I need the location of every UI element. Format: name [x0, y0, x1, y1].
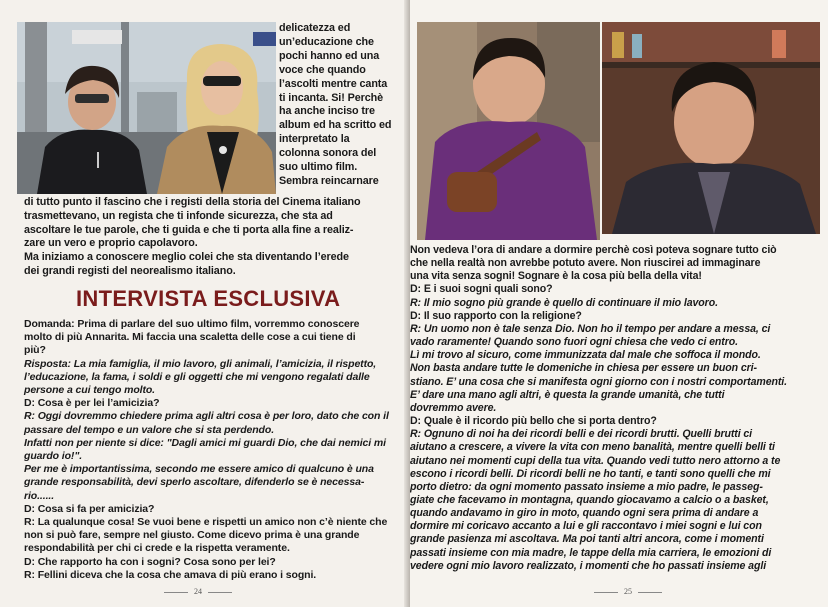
text-line: grande pasienza mi ascoltava. Ma poi tanti altri ancora, come i momenti: [410, 533, 764, 546]
text-line: ha anche inciso tre: [279, 105, 375, 118]
text-line: D: Il suo rapporto con la religione?: [410, 309, 582, 322]
text-line: stiano. E’ una cosa che si manifesta ogni giorno con i nostri comportamenti.: [410, 375, 787, 388]
text-line: di tutto punto il fascino che i registi della storia del Cinema italiano: [24, 196, 361, 208]
text-line: R: Ognuno di noi ha dei ricordi belli e dei ricordi brutti. Quelli brutti ci: [410, 428, 753, 441]
text-line: Non basta andare tutte le domeniche in chiesa per essere un buon cri-: [410, 362, 757, 375]
text-line: D: Cosa è per lei l’amicizia?: [24, 397, 160, 410]
text-line: delicatezza ed: [279, 22, 351, 34]
text-line: un’educazione che: [279, 35, 374, 48]
page-number-label: 24: [194, 587, 202, 596]
photo-young-man-purple-shirt: [417, 22, 600, 240]
text-line: guardo io!".: [24, 450, 83, 463]
text-line: Per me è importantissima, secondo me essere amico di qualcuno è una: [24, 463, 374, 476]
text-line: escono i ricordi belli. Di ricordi belli ne ho tanti, e tanti sono quelli che mi: [410, 467, 771, 480]
text-line: aiutano nei momenti cupi della tua vita. Quando vedi tutto nero attorno a te: [410, 454, 781, 467]
text-line: D: Cosa si fa per amicizia?: [24, 502, 155, 515]
text-line: passare del tempo e un valore che si sta perdendo.: [24, 423, 275, 436]
text-line: molto di più Annarita. Mi faccia una scaletta delle cose a cui tiene di: [24, 331, 356, 344]
text-line: l’ascolti mentre canta: [279, 77, 388, 90]
text-line: dormire mi coricavo accanto a lui e gli raccontavo i miei sogni e lui con: [410, 520, 762, 533]
side-column-text: [279, 22, 391, 189]
text-line: una vita senza sogni! Sognare è la cosa più bella della vita!: [410, 270, 702, 283]
text-line: D: Quale è il ricordo più bello che si porta dentro?: [410, 415, 657, 428]
text-line: Infatti non per niente si dice: "Dagli amici mi guardi Dio, che dai nemici mi: [24, 436, 386, 449]
text-line: aiutano a crescere, a vivere la vita con meno banalità, mentre quelli belli ti: [410, 441, 775, 454]
text-line: R: Oggi dovremmo chiedere prima agli altri cosa è per loro, dato che con il: [24, 410, 389, 423]
text-line: trasmettevano, un regista che ti infonde sicurezza, che sta ad: [24, 209, 333, 222]
photo-young-man-striped-shirt: [602, 22, 820, 234]
text-line: Ma iniziamo a conoscere meglio colei che sta diventando l’erede: [24, 251, 349, 264]
text-line: interpretato la: [279, 133, 350, 146]
text-line: Sembra reincarnare: [279, 174, 379, 187]
text-line: Domanda: Prima di parlare del suo ultimo film, vorremmo conoscere: [24, 318, 360, 330]
text-line: più?: [24, 344, 46, 357]
text-line: dei grandi registi del neorealismo italiano.: [24, 264, 236, 277]
text-line: l’educazione, la fama, i soldi e gli oggetti che mi vengono regalati dalle: [24, 370, 370, 383]
text-line: R: Un uomo non è tale senza Dio. Non ho il tempo per andare a messa, ci: [410, 322, 771, 335]
text-line: vado raramente! Quando sono fuori ogni chiesa che vedo ci entro.: [410, 336, 738, 349]
text-line: album ed ha scritto ed: [279, 119, 392, 132]
text-line: pochi hanno ed una: [279, 49, 380, 62]
text-line: dovremmo avere.: [410, 401, 497, 414]
page-number-right: [588, 587, 668, 596]
text-line: passati insieme con mia madre, le tappe della mia carriera, le emozioni di: [410, 546, 772, 559]
text-line: respondabilità per chi ci crede e la rispetta veramente.: [24, 542, 290, 555]
text-line: E’ dare una mano agli altri, è questa la grande umanità, che tutti: [410, 388, 725, 401]
intro-paragraph: [24, 196, 361, 279]
text-line: porto dietro: da ogni momento passato insieme a mio padre, le passeg-: [410, 480, 763, 493]
text-line: Lì mi trovo al sicuro, come immunizzata dal male che soffoca il mondo.: [410, 349, 761, 362]
text-line: voce che quando: [279, 63, 366, 76]
interview-text: [24, 318, 389, 582]
left-page: [0, 0, 410, 607]
text-line: suo ultimo film.: [279, 161, 358, 174]
page-number-label: 25: [624, 587, 632, 596]
text-line: quando andavamo in giro in moto, quando ogni sera prima di andare a: [410, 507, 759, 520]
interview-heading: INTERVISTA ESCLUSIVA: [76, 286, 341, 311]
text-line: zare un vero e proprio capolavoro.: [24, 237, 198, 250]
text-line: R: La qualunque cosa! Se vuoi bene e rispetti un amico non c’è niente che: [24, 516, 388, 529]
text-line: persone a cui tengo molto.: [24, 384, 155, 397]
text-line: che nella realtà non avrebbe potuto avere. Non riuscirei ad immaginare: [410, 257, 761, 270]
text-line: colonna sonora del: [279, 147, 377, 160]
text-line: ascoltare le tue parole, che ti guida e che ti porta alla fine a realiz-: [24, 223, 354, 236]
text-line: grande responsabilità, devi sperlo ascoltare, difenderlo se è necessa-: [24, 476, 365, 489]
text-line: R: Il mio sogno più grande è quello di continuare il mio lavoro.: [410, 296, 718, 309]
page-number-left: [158, 587, 238, 596]
photo-director-with-blonde-woman: [17, 22, 276, 194]
text-line: vedere ogni mio lavoro realizzato, i momenti che ho passati insieme agli: [410, 559, 767, 572]
right-page-text: [410, 244, 787, 573]
right-page: [410, 0, 828, 607]
text-line: ti incanta. Si! Perchè: [279, 91, 384, 104]
text-line: D: E i suoi sogni quali sono?: [410, 283, 553, 296]
text-line: D: Che rapporto ha con i sogni? Cosa sono per lei?: [24, 555, 276, 568]
text-line: Non vedeva l’ora di andare a dormire perchè così poteva sognare tutto ciò: [410, 244, 777, 256]
text-line: R: Fellini diceva che la cosa che amava di più erano i sogni.: [24, 568, 317, 581]
text-line: giate che facevamo in montagna, quando giocavamo a calcio o a basket,: [410, 493, 769, 506]
text-line: rio......: [24, 489, 55, 502]
text-line: Risposta: La mia famiglia, il mio lavoro, gli animali, l’amicizia, il rispetto,: [24, 357, 377, 370]
text-line: non si può fare, sempre nel giusto. Come dicevo prima è una grande: [24, 529, 360, 542]
